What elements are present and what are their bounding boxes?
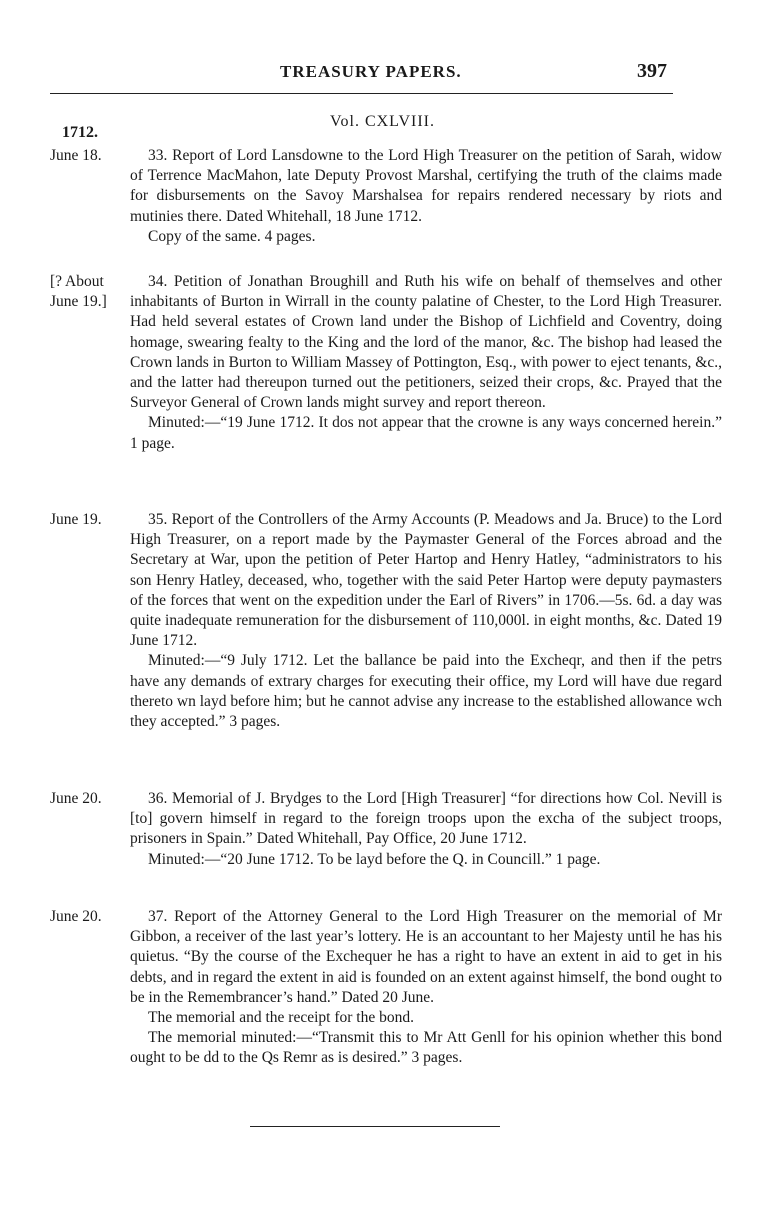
entry-paragraph: 35. Report of the Controllers of the Army Accounts (P. Meadows and Ja. Bruce) to the Lord High Treasurer, on a report made by the Paymaster General of the Forces abroad and the Secretary at War, upon the petition of Peter Hartop and Henry Hatley, “administrators to his son Henry Hatley, deceased, who, together with the said Peter Hartop were deputy paymasters of the forces that went on the expedition under the Earl of Rivers” in 1706.—5s. 6d. a day was quite inadequate remuneration for the disbursement of 110,000l. in eight months, &c. Dated 19 June 1712. [130, 511, 722, 650]
entry-paragraph: The memorial and the receipt for the bond. [148, 1009, 414, 1027]
entry-date: June 19. [50, 511, 102, 528]
entry-paragraph: 37. Report of the Attorney General to the Lord High Treasurer on the memorial of Mr Gibbon, a receiver of the last year’s lottery. He is an accountant to her Majesty until he has his quietus. “By the course of the Exchequer he has a right to have an extent in aid to get in his debts, and in regard the extent in aid is founded on an extent against himself, the bond ought to be in the Remembrancer’s hand.” Dated 20 June. [130, 908, 722, 1006]
footer-rule [250, 1126, 500, 1127]
entry-date: June 18. [50, 147, 102, 164]
entry-date: [? About June 19.] [50, 273, 107, 311]
entry-text [130, 510, 722, 732]
year-marker: 1712. [62, 124, 98, 141]
volume-heading: Vol. CXLVIII. [330, 113, 436, 130]
entry-paragraph: Minuted:—“19 June 1712. It dos not appear that the crowne is any ways concerned herein.” 1 page. [130, 414, 722, 452]
entry-date: June 20. [50, 908, 102, 925]
header-rule [50, 93, 673, 94]
entry-paragraph: 33. Report of Lord Lansdowne to the Lord High Treasurer on the petition of Sarah, widow of Terrence MacMahon, late Deputy Provost Marshal, certifying the truth of the claims made for disbursements on the Savoy Marshalsea for repairs rendered necessary by riots and mutinies there. Dated Whitehall, 18 June 1712. [130, 147, 722, 225]
entry-text [130, 272, 722, 454]
entry-paragraph: 34. Petition of Jonathan Broughill and Ruth his wife on behalf of themselves and other inhabitants of Burton in Wirrall in the county palatine of Chester, to the Lord High Treasurer. Had held several estates of Crown land under the Bishop of Lichfield and Coventry, doing homage, swearing fealty to the King and the lord of the manor, &c. The bishop had leased the Crown lands in Burton to William Massey of Pottington, Esq., with power to eject tenants, &c., and the latter had thereupon turned out the petitioners, seized their crops, &c. Prayed that the Surveyor General of Crown lands might survey and report thereon. [130, 273, 722, 412]
entry-paragraph: Copy of the same. 4 pages. [148, 227, 316, 245]
entry-date: June 20. [50, 790, 102, 807]
entry-paragraph: 36. Memorial of J. Brydges to the Lord [High Treasurer] “for directions how Col. Nevill is [to] govern himself in regard to the foreign troops upon the excha of the subject troops, prisoners in Spain.” Dated Whitehall, Pay Office, 20 June 1712. [130, 790, 722, 848]
entry-paragraph: Minuted:—“20 June 1712. To be layd before the Q. in Councill.” 1 page. [148, 850, 601, 868]
entry-paragraph: The memorial minuted:—“Transmit this to Mr Att Genll for his opinion whether this bond ought to be dd to the Qs Remr as is desired.” 3 pages. [130, 1029, 722, 1067]
running-title: TREASURY PAPERS. [280, 62, 462, 81]
entry-text [130, 789, 722, 870]
page-number: 397 [637, 60, 667, 82]
entry-text [130, 907, 722, 1069]
running-head [0, 58, 770, 88]
entry-paragraph: Minuted:—“9 July 1712. Let the ballance be paid into the Excheqr, and then if the petrs have any demands of extrary charges for executing their office, my Lord will have due regard thereto wn layd before him; but he cannot advise any increase to the established allowance wch they accepted.” 3 pages. [130, 652, 722, 731]
entry-text [130, 146, 722, 247]
